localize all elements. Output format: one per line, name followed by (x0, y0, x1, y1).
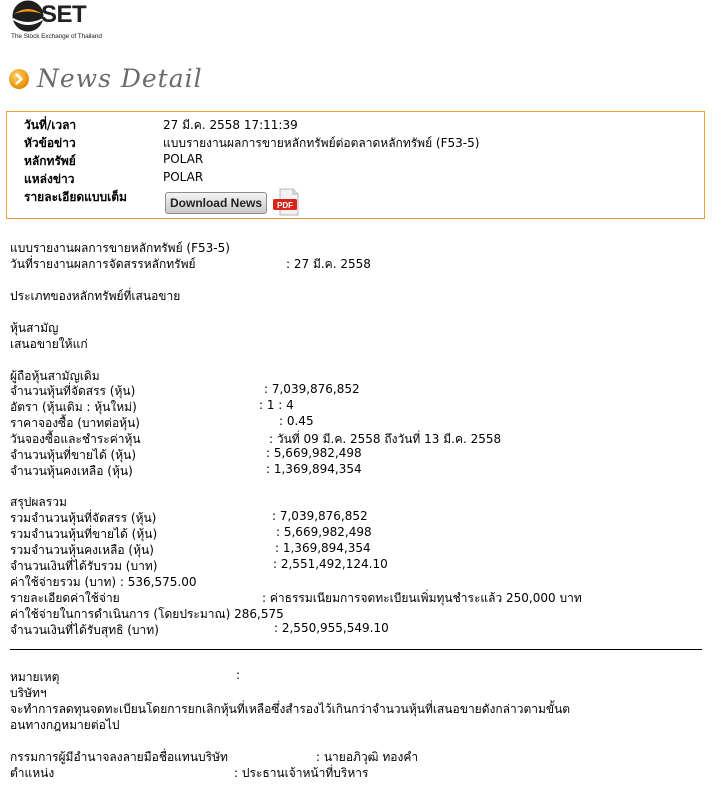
position-label: ตำแหน่ง (10, 766, 55, 780)
ratio-value: : 1 : 4 (259, 398, 294, 412)
subscription-period-value: : วันที่ 09 มี.ค. 2558 ถึงวันที่ 13 มี.ค. 2558 (269, 432, 502, 446)
logo-wordmark: SET (41, 1, 87, 28)
remaining-shares-label: จำนวนหุ้นคงเหลือ (หุ้น) (10, 464, 133, 478)
report-date-label: วันที่รายงานผลการจัดสรรหลักทรัพย์ (10, 257, 196, 271)
ratio-label: อัตรา (หุ้นเดิม : หุ้นใหม่) (10, 400, 137, 414)
chevron-right-circle-icon (8, 68, 30, 90)
expense-detail-label: รายละเอียดค่าใช้จ่าย (10, 591, 120, 605)
security-label: หลักทรัพย์ (24, 154, 76, 168)
headline-value: แบบรายงานผลการขายหลักทรัพย์ต่อตลาดหลักทรัพย์ (F53-5) (163, 136, 480, 150)
subscription-price-value: : 0.45 (279, 414, 314, 428)
logo-tagline: The Stock Exchange of Thailand (11, 33, 102, 40)
report-date-value: : 27 มี.ค. 2558 (286, 257, 371, 271)
remark-text-line1: จะทำการลดทุนจดทะเบียนโดยการยกเลิกหุ้นที่เหลือซึ่งสำรองไว้เกินกว่าจำนวนหุ้นที่เสนอขายดังกล่าวตามขั้นต (10, 702, 571, 716)
net-proceeds-value: : 2,550,955,549.10 (274, 621, 389, 635)
total-proceeds-label: จำนวนเงินที่ได้รับรวม (บาท) (10, 559, 158, 573)
security-value: POLAR (163, 152, 204, 166)
position-value: : ประธานเจ้าหน้าที่บริหาร (234, 766, 369, 780)
summary-heading: สรุปผลรวม (10, 495, 67, 509)
headline-label: หัวข้อข่าว (24, 136, 76, 150)
allocated-shares-label: จำนวนหุ้นที่จัดสรร (หุ้น) (10, 384, 136, 398)
date-time-value: 27 มี.ค. 2558 17:11:39 (163, 118, 298, 132)
remark-company: บริษัทฯ (10, 686, 47, 700)
subscription-period-label: วันจองซื้อและชำระค่าหุ้น (10, 432, 141, 446)
net-proceeds-label: จำนวนเงินที่ได้รับสุทธิ (บาท) (10, 623, 159, 637)
signatory-value: : นายอภิวุฒิ ทองคำ (316, 750, 419, 764)
download-news-button[interactable]: Download News (165, 192, 267, 214)
date-time-label: วันที่/เวลา (24, 118, 77, 132)
security-type-label: ประเภทของหลักทรัพย์ที่เสนอขาย (10, 289, 181, 303)
divider (10, 649, 702, 650)
source-label: แหล่งข่าว (24, 172, 75, 186)
total-sold-label: รวมจำนวนหุ้นที่ขายได้ (หุ้น) (10, 527, 158, 541)
sold-shares-label: จำนวนหุ้นที่ขายได้ (หุ้น) (10, 448, 137, 462)
total-sold-value: : 5,669,982,498 (276, 525, 372, 539)
total-remaining-label: รวมจำนวนหุ้นคงเหลือ (หุ้น) (10, 543, 154, 557)
total-expenses: ค่าใช้จ่ายรวม (บาท) : 536,575.00 (10, 575, 197, 589)
signatory-label: กรรมการผู้มีอำนาจลงลายมือชื่อแทนบริษัท (10, 750, 228, 764)
remark-colon: : (236, 668, 241, 682)
form-title: แบบรายงานผลการขายหลักทรัพย์ (F53-5) (10, 241, 230, 255)
security-type-value: หุ้นสามัญ (10, 321, 59, 335)
sold-shares-value: : 5,669,982,498 (266, 446, 362, 460)
original-detail-label: รายละเอียดแบบเต็ม (24, 190, 127, 204)
total-allocated-value: : 7,039,876,852 (272, 509, 368, 523)
offered-to-label: เสนอขายให้แก่ (10, 337, 88, 351)
page-title: News Detail (37, 64, 203, 93)
source-value: POLAR (163, 170, 204, 184)
remark-text-line2: อนทางกฎหมายต่อไป (10, 718, 120, 732)
total-allocated-label: รวมจำนวนหุ้นที่จัดสรร (หุ้น) (10, 511, 157, 525)
total-remaining-value: : 1,369,894,354 (275, 541, 371, 555)
offered-to-value: ผู้ถือหุ้นสามัญเดิม (10, 369, 100, 383)
allocated-shares-value: : 7,039,876,852 (264, 382, 360, 396)
operating-expense: ค่าใช้จ่ายในการดำเนินการ (โดยประมาณ) 286,575 (10, 607, 284, 621)
pdf-icon[interactable] (272, 188, 300, 216)
total-proceeds-value: : 2,551,492,124.10 (273, 557, 388, 571)
remark-label: หมายเหตุ (10, 670, 60, 684)
pdf-badge-text: PDF (277, 201, 293, 210)
subscription-price-label: ราคาจองซื้อ (บาทต่อหุ้น) (10, 416, 140, 430)
remaining-shares-value: : 1,369,894,354 (266, 462, 362, 476)
expense-detail-value: : ค่าธรรมเนียมการจดทะเบียนเพิ่มทุนชำระแล้ว 250,000 บาท (262, 591, 582, 605)
